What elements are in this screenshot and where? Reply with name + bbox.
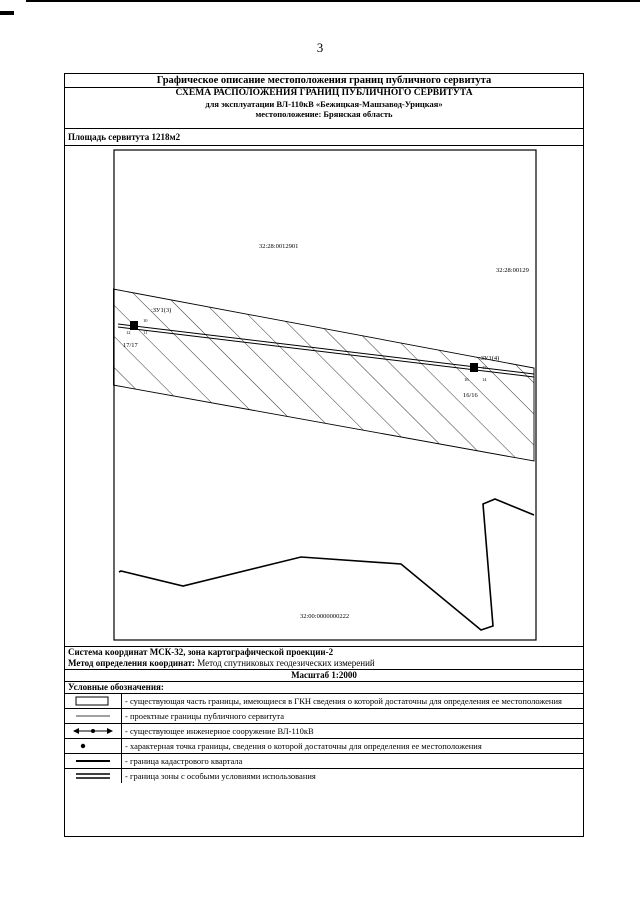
point-label: 11	[143, 330, 148, 335]
top-rule	[26, 0, 640, 2]
method-value: Метод спутниковых геодезических измерений	[197, 658, 375, 668]
zone-label-right: :ЗУ1(4)	[479, 355, 500, 362]
point-label: 10	[143, 318, 148, 323]
legend-row	[65, 724, 583, 739]
map-area	[65, 146, 583, 646]
double-line-symbol-icon	[65, 769, 122, 783]
thin-line-symbol-icon	[65, 709, 122, 723]
legend-row	[65, 769, 583, 783]
method-line	[65, 658, 583, 669]
document-frame	[64, 73, 584, 837]
legend-row	[65, 694, 583, 709]
support-label-right: 16/16	[463, 392, 478, 399]
coord-system: Система координат МСК-32, зона картографической проекции-2	[68, 647, 334, 657]
legend-text: - существующая часть границы, имеющиеся в ГКН сведения о которой достаточны для определения ее местоположения	[125, 696, 562, 706]
point-label: 12	[126, 330, 131, 335]
thick-line-symbol-icon	[65, 754, 122, 768]
zone-label-left: :ЗУ1(3)	[151, 307, 172, 314]
dot-symbol-icon	[65, 739, 122, 753]
title-location: местоположение: Брянская область	[255, 109, 393, 119]
scale: Масштаб 1:2000	[65, 669, 583, 682]
legend-text: - проектные границы публичного сервитута	[125, 711, 284, 721]
title-main: Графическое описание местоположения границ публичного сервитута	[65, 74, 583, 88]
corner-mark	[0, 11, 14, 15]
title-block	[65, 74, 583, 129]
legend-text: - граница зоны с особыми условиями использования	[125, 771, 316, 781]
point-label: 13	[482, 365, 487, 370]
parcel-label-bottom: 32:00:0000000222	[300, 613, 350, 620]
parcel-label-top: 32:28:0012901	[259, 243, 299, 250]
info-block	[65, 646, 583, 783]
support-label-left: 17/17	[123, 342, 138, 349]
title-purpose: для эксплуатации ВЛ-110кВ «Бежицкая-Машзавод-Урицкая»	[205, 99, 443, 109]
support-right	[470, 363, 478, 372]
rectangle-symbol-icon	[65, 694, 122, 708]
parcel-label-right: 32:28:00129	[496, 267, 529, 274]
legend-text: - граница кадастрового квартала	[125, 756, 243, 766]
servitude-area: Площадь сервитута 1218м2	[65, 128, 583, 146]
legend-title: Условные обозначения:	[65, 682, 583, 694]
point-label: 16	[464, 377, 469, 382]
legend-row	[65, 754, 583, 769]
servitude-zone	[113, 289, 534, 461]
method-label: Метод определения координат:	[68, 658, 195, 668]
point-label: 14	[482, 377, 487, 382]
cadastral-map	[113, 149, 537, 641]
cadastral-quarter-boundary	[119, 499, 534, 630]
legend-text: - существующее инженерное сооружение ВЛ-110кВ	[125, 726, 314, 736]
page-number: 3	[316, 40, 324, 55]
legend-text: - характерная точка границы, сведения о которой достаточны для определения ее местоположения	[125, 741, 482, 751]
support-left	[130, 321, 138, 330]
power-line-symbol-icon	[65, 724, 122, 738]
legend-row	[65, 739, 583, 754]
legend-row	[65, 709, 583, 724]
title-subtitle: СХЕМА РАСПОЛОЖЕНИЯ ГРАНИЦ ПУБЛИЧНОГО СЕРВИТУТА	[175, 88, 473, 98]
